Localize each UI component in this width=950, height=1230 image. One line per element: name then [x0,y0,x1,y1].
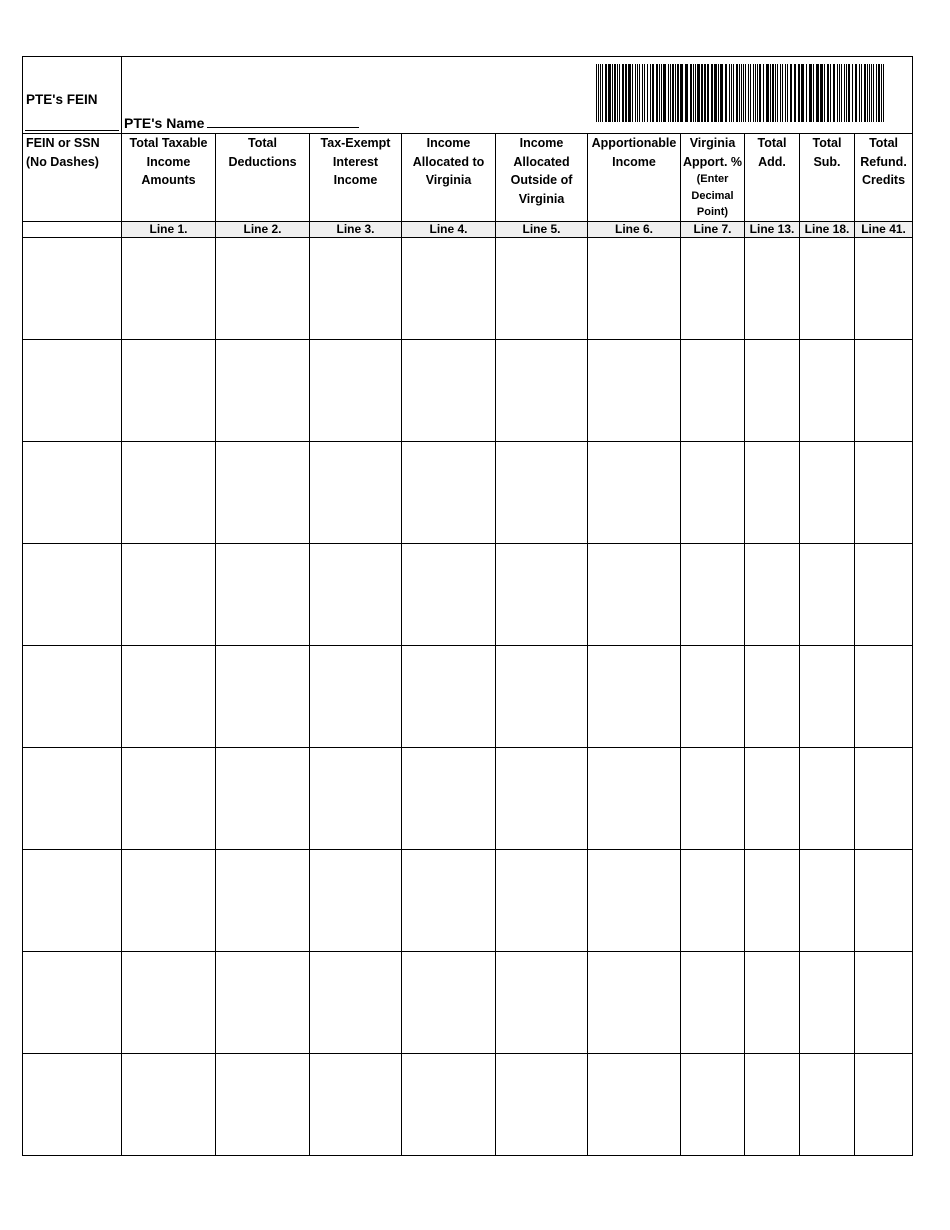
entry-cell-taxable[interactable] [122,543,216,645]
barcode-bar [766,64,769,122]
entry-cell-exempt[interactable] [310,951,402,1053]
line-number-alloc_va: Line 4. [402,221,496,237]
barcode-bar [846,64,847,122]
column-header-text: Apport. % [682,154,743,169]
column-header-text: Income [426,136,471,150]
barcode-bar [625,64,627,122]
entry-cell-sub[interactable] [800,951,855,1053]
entry-cell-add[interactable] [745,441,800,543]
barcode-bar [628,64,631,122]
entry-cell-alloc_out[interactable] [496,747,588,849]
entry-cell-deductions[interactable] [216,1053,310,1155]
entry-cell-apportionable[interactable] [588,951,681,1053]
column-header-note: (Enter [696,173,729,185]
column-header-text: Virginia [425,173,472,187]
barcode-bar [833,64,835,122]
barcode-bar [661,64,662,122]
line-number-apportionable: Line 6. [588,221,681,237]
entry-cell-credits[interactable] [855,543,913,645]
line-number-taxable: Line 1. [122,221,216,237]
barcode-bar [714,64,717,122]
barcode-bar [798,64,800,122]
barcode-bar [848,64,850,122]
entry-cell-id[interactable] [23,747,122,849]
barcode-bar [839,64,840,122]
entry-cell-apportionable[interactable] [588,441,681,543]
entry-cell-va_pct[interactable] [681,543,745,645]
barcode-bar [690,64,692,122]
barcode-bar [763,64,764,122]
entry-cell-add[interactable] [745,747,800,849]
barcode-bar [859,64,860,122]
entry-cell-apportionable[interactable] [588,237,681,339]
table-row [23,1053,913,1155]
entry-cell-sub[interactable] [800,339,855,441]
column-header-text: Total [812,136,842,150]
entry-cell-va_pct[interactable] [681,441,745,543]
entry-cell-exempt[interactable] [310,237,402,339]
line-number-row [23,221,913,237]
barcode-bar [780,64,781,122]
barcode-bar [739,64,740,122]
entry-cell-sub[interactable] [800,1053,855,1155]
line-number-credits: Line 41. [855,221,913,237]
entry-cell-alloc_va[interactable] [402,237,496,339]
entry-cell-va_pct[interactable] [681,951,745,1053]
entry-cell-exempt[interactable] [310,849,402,951]
entry-cell-credits[interactable] [855,339,913,441]
column-header-text: Outside of [510,173,573,187]
column-header-note: Decimal [691,189,734,202]
entry-cell-sub[interactable] [800,849,855,951]
entry-cell-alloc_va[interactable] [402,543,496,645]
barcode-bar [777,64,778,122]
entry-cell-id[interactable] [23,543,122,645]
barcode-bar [725,64,727,122]
barcode-bar [704,64,706,122]
barcode-bar [867,64,868,122]
schedule-form [22,56,912,1162]
entry-cell-add[interactable] [745,1053,800,1155]
entry-cell-add[interactable] [745,849,800,951]
entry-cell-alloc_va[interactable] [402,339,496,441]
entry-cell-credits[interactable] [855,849,913,951]
column-header-text: Total [757,136,787,150]
entry-cell-alloc_va[interactable] [402,645,496,747]
barcode-bar [790,64,792,122]
column-header-add [745,134,800,222]
entry-cell-taxable[interactable] [122,339,216,441]
line-number-sub: Line 18. [800,221,855,237]
barcode-bar [813,64,814,122]
barcode-bar [598,64,599,122]
entry-cell-exempt[interactable] [310,441,402,543]
table-row [23,849,913,951]
barcode-bar [753,64,754,122]
barcode-bar [733,64,734,122]
entry-cell-deductions[interactable] [216,441,310,543]
barcode-bar [693,64,694,122]
barcode-bar [663,64,666,122]
barcode-bar [644,64,645,122]
column-header-text: Allocated [513,154,570,169]
entry-cell-deductions[interactable] [216,645,310,747]
table-row [23,339,913,441]
table-row [23,747,913,849]
entry-cell-alloc_out[interactable] [496,441,588,543]
entry-cell-alloc_out[interactable] [496,543,588,645]
table-row [23,441,913,543]
barcode-bar [787,64,788,122]
entry-cell-credits[interactable] [855,951,913,1053]
column-header-text: Allocated to [412,154,485,169]
barcode-bar [614,64,616,122]
entry-cell-alloc_va[interactable] [402,951,496,1053]
entry-cell-taxable[interactable] [122,441,216,543]
barcode-bar [612,64,613,122]
barcode-bar [820,64,823,122]
barcode-bar [720,64,723,122]
barcode-bar [755,64,756,122]
column-header-text: Income [146,154,191,169]
entry-cell-sub[interactable] [800,645,855,747]
barcode-bar [750,64,751,122]
barcode-bar [600,64,601,122]
barcode-bar [770,64,771,122]
barcode-bar [622,64,624,122]
entry-cell-alloc_va[interactable] [402,849,496,951]
table-row [23,543,913,645]
entry-cell-apportionable[interactable] [588,747,681,849]
entry-cell-alloc_out[interactable] [496,237,588,339]
barcode-bar [652,64,654,122]
barcode-bar [837,64,838,122]
pte-name-input-line[interactable] [207,115,359,128]
entry-cell-sub[interactable] [800,747,855,849]
barcode-bar [855,64,857,122]
barcode-bar [639,64,640,122]
entry-cell-va_pct[interactable] [681,849,745,951]
barcode-bar [782,64,783,122]
entry-cell-alloc_va[interactable] [402,1053,496,1155]
barcode-bar [741,64,742,122]
entry-cell-deductions[interactable] [216,339,310,441]
pte-name-cell [122,57,913,134]
line-number-exempt: Line 3. [310,221,402,237]
entry-cell-add[interactable] [745,339,800,441]
schedule-table [22,56,913,1156]
barcode-bar [701,64,703,122]
barcode-bar [647,64,648,122]
entry-cell-va_pct[interactable] [681,747,745,849]
barcode-bar [844,64,845,122]
barcode-bar [680,64,683,122]
barcode-bar [617,64,618,122]
entry-cell-deductions[interactable] [216,237,310,339]
entry-cell-exempt[interactable] [310,1053,402,1155]
entry-cell-id[interactable] [23,441,122,543]
entry-cell-va_pct[interactable] [681,645,745,747]
column-header-text: Sub. [813,154,841,169]
column-header-credits [855,134,913,222]
entry-cell-taxable[interactable] [122,645,216,747]
column-header-text: Add. [758,154,786,169]
barcode-bar [852,64,853,122]
pte-name-label: PTE's Name [124,115,205,131]
entry-cell-id[interactable] [23,237,122,339]
barcode-bar [841,64,842,122]
table-row [23,237,913,339]
entry-cell-credits[interactable] [855,441,913,543]
column-header-text: Virginia [689,136,736,150]
barcode-bar [642,64,643,122]
entry-cell-credits[interactable] [855,645,913,747]
entry-cell-taxable[interactable] [122,237,216,339]
barcode-bar [794,64,796,122]
entry-cell-exempt[interactable] [310,645,402,747]
column-header-text: Total Taxable [129,136,208,150]
barcode-bar [608,64,611,122]
barcode-bar [685,64,688,122]
barcode-bar [881,64,882,122]
column-header-text: Apportionable [591,136,677,150]
barcode-bar [650,64,651,122]
line-number-deductions: Line 2. [216,221,310,237]
barcode-bar [759,64,761,122]
column-header-deductions [216,134,310,222]
barcode-bar [672,64,674,122]
entry-cell-va_pct[interactable] [681,1053,745,1155]
barcode-image [596,64,884,122]
entry-cell-sub[interactable] [800,543,855,645]
column-header-text: Refund. [860,154,907,169]
column-header-text: Amounts [141,173,196,187]
entry-cell-id[interactable] [23,339,122,441]
entry-cell-add[interactable] [745,645,800,747]
entry-cell-alloc_out[interactable] [496,849,588,951]
column-header-text: Income [519,136,564,150]
column-header-taxable [122,134,216,222]
barcode-bar [605,64,607,122]
pte-fein-cell[interactable] [23,57,122,134]
entry-rows [23,237,913,1155]
column-header-alloc_va [402,134,496,222]
entry-cell-apportionable[interactable] [588,645,681,747]
entry-cell-apportionable[interactable] [588,1053,681,1155]
barcode-bar [816,64,819,122]
barcode-bar [677,64,679,122]
column-header-alloc_out [496,134,588,222]
column-header-text: Tax-Exempt [320,136,391,150]
barcode-bar [736,64,738,122]
entry-cell-va_pct[interactable] [681,339,745,441]
column-header-text: (No Dashes) [26,154,99,169]
barcode-bar [596,64,597,122]
line-number-id [23,221,122,237]
entry-cell-taxable[interactable] [122,951,216,1053]
entry-cell-credits[interactable] [855,237,913,339]
entry-cell-apportionable[interactable] [588,849,681,951]
barcode-bar [801,64,804,122]
line-number-va_pct: Line 7. [681,221,745,237]
barcode-bar [827,64,829,122]
barcode-bar [824,64,825,122]
entry-cell-taxable[interactable] [122,747,216,849]
barcode-bar [871,64,872,122]
barcode-bar [745,64,746,122]
table-row [23,951,913,1053]
line-number-alloc_out: Line 5. [496,221,588,237]
barcode-bar [670,64,671,122]
entry-cell-sub[interactable] [800,441,855,543]
column-header-apportionable [588,134,681,222]
barcode-bar [675,64,676,122]
entry-cell-apportionable[interactable] [588,543,681,645]
entry-cell-alloc_va[interactable] [402,441,496,543]
barcode-bar [809,64,812,122]
barcode-bar [668,64,669,122]
column-header-text: Income [612,154,656,169]
entry-cell-sub[interactable] [800,237,855,339]
entry-cell-apportionable[interactable] [588,339,681,441]
column-header-sub [800,134,855,222]
barcode-bar [772,64,774,122]
barcode-bar [876,64,877,122]
entry-cell-add[interactable] [745,543,800,645]
entry-cell-exempt[interactable] [310,339,402,441]
barcode-bar [864,64,866,122]
barcode-bar [830,64,831,122]
barcode-bar [757,64,758,122]
barcode-bar [697,64,700,122]
barcode-bar [878,64,880,122]
column-header-text: Interest [332,154,379,169]
entry-cell-alloc_va[interactable] [402,747,496,849]
barcode-bar [632,64,633,122]
barcode-bar [775,64,776,122]
pte-name-field[interactable] [124,115,359,131]
barcode-bar [711,64,713,122]
entry-cell-alloc_out[interactable] [496,645,588,747]
column-header-text: Total [248,136,277,150]
entry-cell-id[interactable] [23,1053,122,1155]
barcode-bar [748,64,749,122]
barcode-bar [718,64,719,122]
barcode-bar [659,64,660,122]
column-header-va_pct [681,134,745,222]
barcode-bar [729,64,730,122]
entry-cell-deductions[interactable] [216,543,310,645]
table-row [23,645,913,747]
barcode-bar [785,64,786,122]
entry-cell-id[interactable] [23,645,122,747]
entry-cell-credits[interactable] [855,1053,913,1155]
entry-cell-deductions[interactable] [216,951,310,1053]
barcode-bar [637,64,638,122]
column-header-text: Total [869,136,898,150]
pte-fein-label: PTE's FEIN [26,92,98,107]
barcode-bar [635,64,636,122]
entry-cell-va_pct[interactable] [681,237,745,339]
entry-cell-add[interactable] [745,237,800,339]
barcode-bar [861,64,862,122]
entry-cell-deductions[interactable] [216,747,310,849]
entry-cell-id[interactable] [23,951,122,1053]
barcode-bar [656,64,658,122]
column-header-row [23,134,913,222]
entry-cell-exempt[interactable] [310,543,402,645]
barcode-bar [869,64,870,122]
barcode-bar [695,64,696,122]
entry-cell-taxable[interactable] [122,849,216,951]
barcode-bar [707,64,709,122]
entry-cell-id[interactable] [23,849,122,951]
barcode-bar [619,64,620,122]
barcode-bar [883,64,884,122]
barcode-bar [873,64,874,122]
column-header-exempt [310,134,402,222]
barcode-bar [743,64,744,122]
barcode-bar [806,64,807,122]
entry-cell-credits[interactable] [855,747,913,849]
pte-fein-input-line[interactable] [25,130,119,131]
barcode-bar [602,64,603,122]
column-header-note: Point) [696,206,729,218]
entry-cell-alloc_out[interactable] [496,1053,588,1155]
entry-cell-deductions[interactable] [216,849,310,951]
column-header-text: Deductions [228,154,297,169]
barcode-bar [731,64,732,122]
column-header-id [23,134,122,222]
entry-cell-alloc_out[interactable] [496,339,588,441]
entry-cell-exempt[interactable] [310,747,402,849]
column-header-text: FEIN or SSN [26,136,100,150]
column-header-text: Credits [861,173,906,187]
entry-cell-alloc_out[interactable] [496,951,588,1053]
entry-cell-add[interactable] [745,951,800,1053]
column-header-text: Virginia [518,191,565,206]
column-header-text: Income [333,173,378,187]
line-number-add: Line 13. [745,221,800,237]
entry-cell-taxable[interactable] [122,1053,216,1155]
